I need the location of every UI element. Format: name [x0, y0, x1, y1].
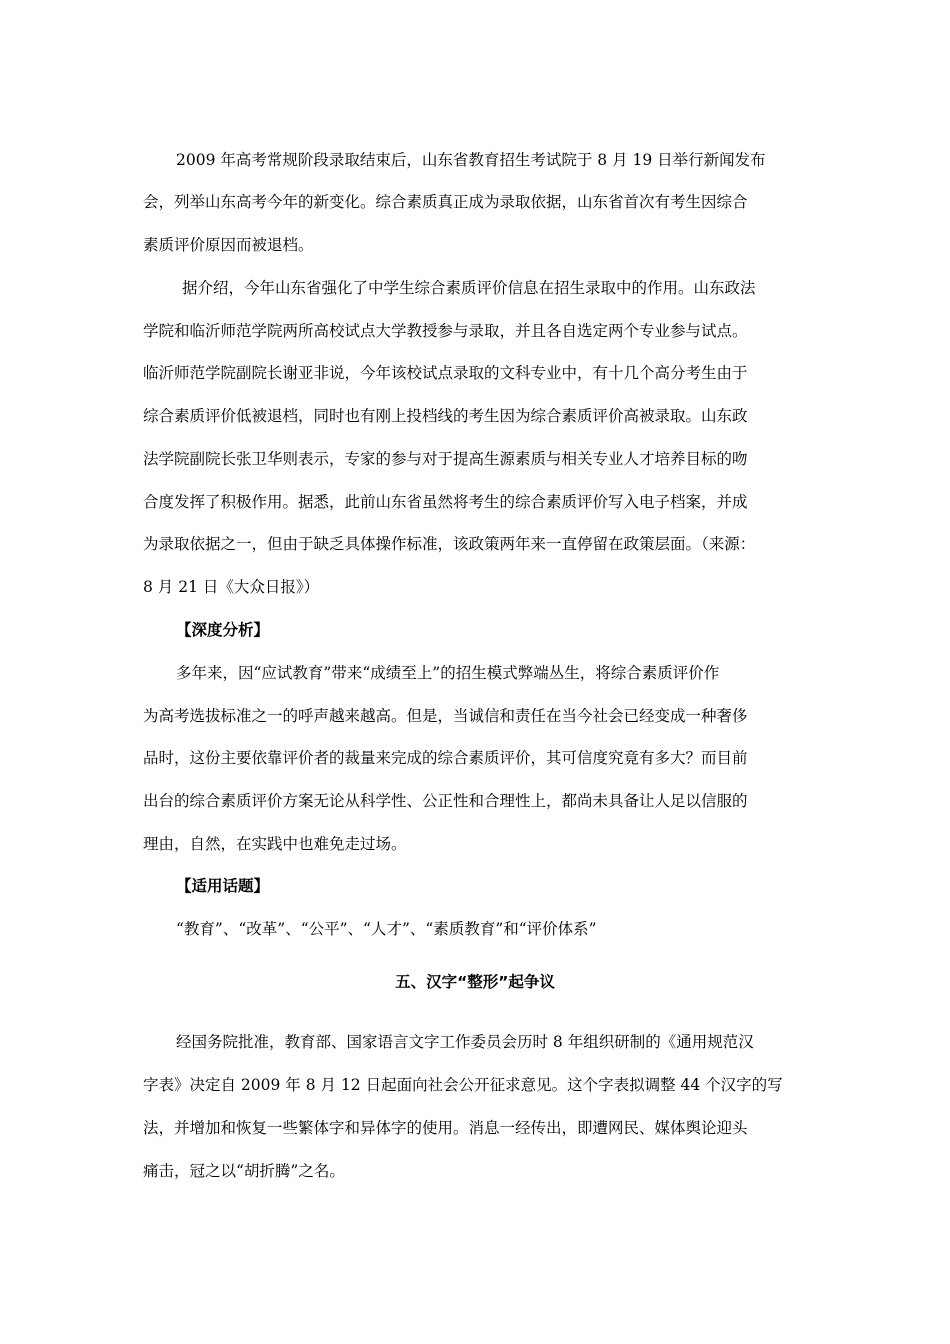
- paragraph-2-line-1: 据介绍，今年山东省强化了中学生综合素质评价信息在招生录取中的作用。山东政法: [182, 279, 756, 297]
- section-title: 五、汉字“整形”起争议: [395, 973, 555, 991]
- paragraph-1-line-1: 2009 年高考常规阶段录取结束后，山东省教育招生考试院于 8 月 19 日举行新闻发布: [176, 151, 766, 169]
- topics-line: “教育”、“改革”、“公平”、“人才”、“素质教育”和“评价体系”: [176, 920, 597, 938]
- paragraph-4-line-1: 经国务院批准，教育部、国家语言文字工作委员会历时 8 年组织研制的《通用规范汉: [176, 1033, 754, 1051]
- paragraph-2-line-7: 为录取依据之一，但由于缺乏具体操作标准，该政策两年来一直停留在政策层面。（来源：: [143, 535, 756, 553]
- paragraph-3-line-5: 理由，自然，在实践中也难免走过场。: [143, 835, 407, 853]
- paragraph-2-line-8: 8 月 21 日《大众日报》）: [143, 578, 320, 596]
- paragraph-1-line-2: 会，列举山东高考今年的新变化。综合素质真正成为录取依据，山东省首次有考生因综合: [143, 193, 748, 211]
- paragraph-1-line-3: 素质评价原因而被退档。: [143, 236, 314, 254]
- paragraph-2-line-3: 临沂师范学院副院长谢亚非说，今年该校试点录取的文科专业中，有十几个高分考生由于: [143, 364, 748, 382]
- paragraph-3-line-3: 品时，这份主要依靠评价者的裁量来完成的综合素质评价，其可信度究竟有多大？而目前: [143, 749, 748, 767]
- paragraph-4-line-3: 法，并增加和恢复一些繁体字和异体字的使用。消息一经传出，即遭网民、媒体舆论迎头: [143, 1119, 748, 1137]
- paragraph-2-line-5: 法学院副院长张卫华则表示，专家的参与对于提高生源素质与相关专业人才培养目标的吻: [143, 450, 748, 468]
- paragraph-2-line-6: 合度发挥了积极作用。据悉，此前山东省虽然将考生的综合素质评价写入电子档案，并成: [143, 493, 748, 511]
- heading-analysis: 【深度分析】: [176, 621, 270, 639]
- heading-topics: 【适用话题】: [176, 877, 270, 895]
- paragraph-4-line-2: 字表》决定自 2009 年 8 月 12 日起面向社会公开征求意见。这个字表拟调整 44 个汉字的写: [143, 1076, 783, 1094]
- paragraph-3-line-2: 为高考选拔标准之一的呼声越来越高。但是，当诚信和责任在当今社会已经变成一种奢侈: [143, 707, 748, 725]
- paragraph-2-line-2: 学院和临沂师范学院两所高校试点大学教授参与录取，并且各自选定两个专业参与试点。: [143, 322, 748, 340]
- paragraph-4-line-4: 痛击，冠之以“胡折腾”之名。: [143, 1162, 345, 1180]
- paragraph-3-line-1: 多年来，因“应试教育”带来“成绩至上”的招生模式弊端丛生，将综合素质评价作: [176, 664, 720, 682]
- paragraph-3-line-4: 出台的综合素质评价方案无论从科学性、公正性和合理性上，都尚未具备让人足以信服的: [143, 792, 748, 810]
- paragraph-2-line-4: 综合素质评价低被退档，同时也有刚上投档线的考生因为综合素质评价高被录取。山东政: [143, 407, 748, 425]
